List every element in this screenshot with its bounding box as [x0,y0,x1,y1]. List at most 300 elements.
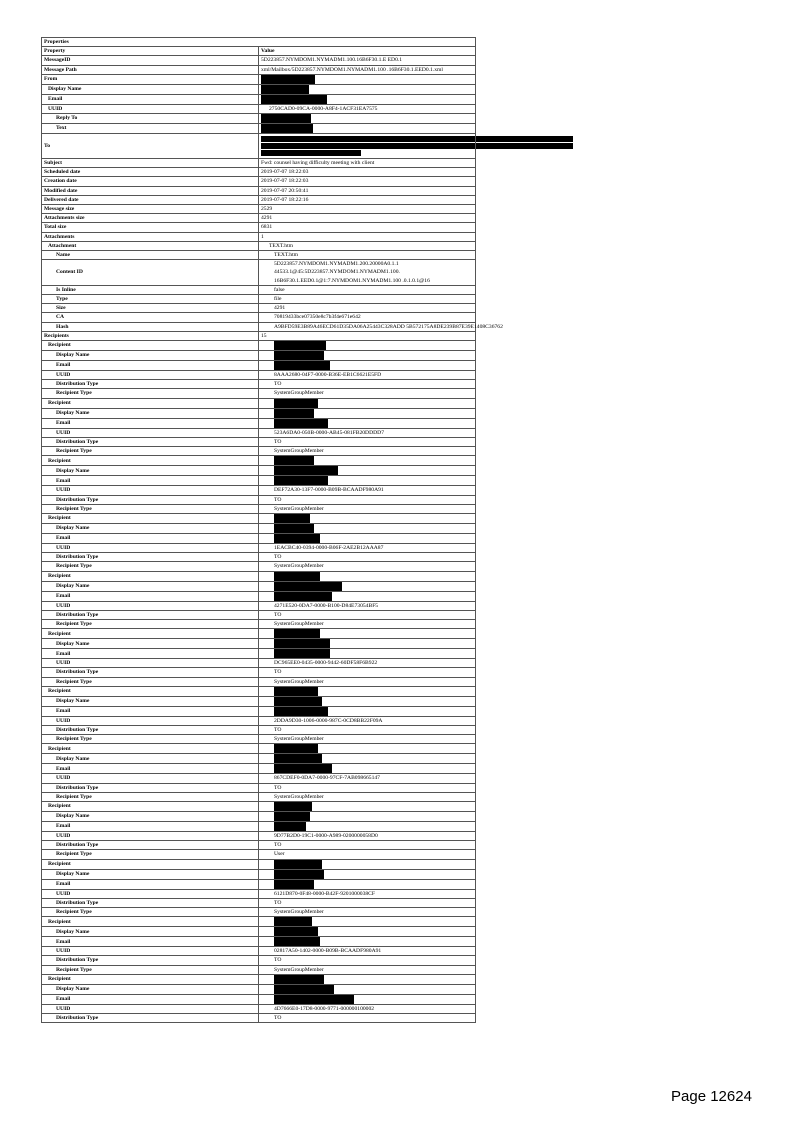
table-row [42,322,476,331]
redaction-bar [274,812,310,821]
recipient-row [42,610,476,619]
property-value [259,84,476,94]
recipient-row [42,619,476,628]
property-value: 1 [259,232,476,241]
property-value [259,114,476,124]
recipient-row [42,686,476,696]
display-name-label: Display Name [42,639,259,649]
recipient-value [259,361,476,371]
redaction-bar [274,399,318,408]
recipient-value [259,706,476,716]
recipient-row [42,649,476,659]
recipient-row [42,361,476,371]
recipient-value: TO [259,380,476,389]
properties-table [41,37,503,1023]
property-label: Type [42,295,259,304]
table-row [42,285,476,294]
table-row [42,56,476,65]
recipient-label: Recipient [42,341,259,351]
recipient-value: 523A6DA0-050B-0000-AB45-081FB20DDDD7 [259,428,476,437]
property-label: Subject [42,159,259,168]
recipient-row [42,841,476,850]
recipient-label: Recipient [42,571,259,581]
property-value: 2019-07-07 18:22:03 [259,177,476,186]
recipient-value [259,686,476,696]
table-row [42,65,476,74]
uuid-label: UUID [42,831,259,840]
distribution-type-label: Distribution Type [42,553,259,562]
property-value [259,124,476,134]
recipient-row [42,754,476,764]
property-label: Name [42,251,259,260]
recipient-value [259,456,476,466]
property-label: Message size [42,205,259,214]
property-label: UUID [42,104,259,113]
recipient-value: SystemGroupMember [259,677,476,686]
recipient-row [42,783,476,792]
property-value: 6831 [259,223,476,232]
email-label: Email [42,879,259,889]
recipient-row [42,581,476,591]
recipient-row [42,792,476,801]
recipient-value: TO [259,898,476,907]
property-value [259,134,476,159]
property-label: Scheduled date [42,168,259,177]
property-value [259,74,476,84]
recipient-value [259,649,476,659]
redaction-bar [274,707,328,716]
property-value: 2019-07-07 18:22:03 [259,168,476,177]
recipient-row [42,408,476,418]
redaction-bar [274,860,322,869]
recipient-row [42,706,476,716]
property-label: Size [42,304,259,313]
recipient-value [259,533,476,543]
property-value: 4291 [259,214,476,223]
recipient-value: TO [259,956,476,965]
uuid-label: UUID [42,889,259,898]
property-label: Email [42,94,259,104]
recipient-value [259,591,476,601]
recipient-value: TO [259,553,476,562]
recipient-value: SystemGroupMember [259,562,476,571]
display-name-label: Display Name [42,869,259,879]
property-value: 2529 [259,205,476,214]
redaction-bar [274,351,324,360]
property-label: Attachments [42,232,259,241]
redaction-bar [261,143,573,149]
redaction-bar [274,927,318,936]
redaction-bar [274,764,332,773]
property-value: xml/Mailbox/5D223857.NYMDOM1.NYMADM1.100 .16B6F30.1.EED0.1.xml [259,65,476,74]
recipient-type-label: Recipient Type [42,562,259,571]
email-label: Email [42,476,259,486]
recipient-type-label: Recipient Type [42,677,259,686]
display-name-label: Display Name [42,523,259,533]
property-value: 4291 [259,304,476,313]
property-label: CA [42,313,259,322]
property-value [259,94,476,104]
recipient-label: Recipient [42,859,259,869]
recipient-label: Recipient [42,744,259,754]
recipient-value: DEF72A30-13F7-0000-B09B-BCAADF980A91 [259,486,476,495]
table-row [42,214,476,223]
recipient-value [259,869,476,879]
redaction-bar [274,917,312,926]
recipient-row [42,994,476,1004]
redaction-bar [274,476,328,485]
table-row [42,134,476,159]
redaction-bar [274,937,320,946]
redaction-bar [261,114,311,123]
recipient-value: 9D77B2D0-19C1-0000-A989-0200000058D0 [259,831,476,840]
recipient-row [42,725,476,734]
table-row [42,331,476,340]
recipient-value [259,927,476,937]
redaction-bar [274,592,332,601]
redaction-bar [274,822,306,831]
uuid-label: UUID [42,428,259,437]
recipient-row [42,476,476,486]
table-row [42,260,476,286]
redaction-bar [274,687,318,696]
email-label: Email [42,591,259,601]
distribution-type-label: Distribution Type [42,380,259,389]
table-row [42,168,476,177]
redaction-bar [261,95,327,104]
recipient-value [259,408,476,418]
display-name-label: Display Name [42,754,259,764]
property-label: Is Inline [42,285,259,294]
redaction-bar [274,995,354,1004]
redaction-bar [274,361,330,370]
recipient-row [42,428,476,437]
table-row [42,177,476,186]
recipient-row [42,859,476,869]
property-value: 15 [259,331,476,340]
email-label: Email [42,649,259,659]
recipient-row [42,629,476,639]
table-row [42,195,476,204]
recipient-row [42,668,476,677]
redaction-bar [274,639,330,648]
recipient-row [42,437,476,446]
table-row [42,304,476,313]
recipient-row [42,927,476,937]
recipient-row [42,879,476,889]
recipient-row [42,811,476,821]
recipient-value: TO [259,1013,476,1022]
recipient-value: User [259,850,476,859]
property-label: To [42,134,259,159]
recipient-value [259,523,476,533]
redaction-bar [274,341,326,350]
email-label: Email [42,361,259,371]
recipient-row [42,984,476,994]
recipient-row [42,774,476,783]
distribution-type-label: Distribution Type [42,668,259,677]
uuid-label: UUID [42,601,259,610]
recipient-value [259,994,476,1004]
property-value: Fwd: counsel having difficulty meeting with client [259,159,476,168]
property-label: Display Name [42,84,259,94]
property-label: Message Path [42,65,259,74]
recipient-row [42,523,476,533]
recipient-value [259,879,476,889]
property-value: 5D223857.NYMDOM1.NYMADM1.100.16B6F30.1.E ED0.1 [259,56,476,65]
properties-table-body [42,38,503,1023]
redaction-bar [261,136,573,142]
display-name-label: Display Name [42,466,259,476]
email-label: Email [42,706,259,716]
recipient-row [42,735,476,744]
recipient-row [42,821,476,831]
recipient-value: 4D7666E0-17D8-0000-9771-000000100002 [259,1004,476,1013]
recipient-label: Recipient [42,801,259,811]
recipient-row [42,456,476,466]
redaction-bar [261,124,313,133]
redaction-bar [274,409,314,418]
recipient-value: 8AAA2680-04F7-0000-B36E-EB1C6621E5FD [259,371,476,380]
recipient-type-label: Recipient Type [42,389,259,398]
recipient-row [42,965,476,974]
recipient-row [42,764,476,774]
property-label: Modified date [42,186,259,195]
table-row [42,295,476,304]
table-row [42,251,476,260]
value-column-header: Value [259,47,476,56]
property-value: TEXT.htm [259,251,476,260]
distribution-type-label: Distribution Type [42,725,259,734]
recipient-row [42,659,476,668]
recipient-label: Recipient [42,974,259,984]
property-label: Total size [42,223,259,232]
recipient-label: Recipient [42,686,259,696]
recipient-row [42,716,476,725]
table-row [42,232,476,241]
uuid-label: UUID [42,716,259,725]
recipient-value [259,351,476,361]
property-label: Creation date [42,177,259,186]
property-label: Content ID [42,260,259,286]
distribution-type-label: Distribution Type [42,898,259,907]
recipient-value [259,476,476,486]
recipient-value [259,629,476,639]
table-row [42,313,476,322]
table-row [42,104,476,113]
recipient-row [42,389,476,398]
email-label: Email [42,937,259,947]
email-label: Email [42,994,259,1004]
recipient-type-label: Recipient Type [42,504,259,513]
recipient-type-label: Recipient Type [42,735,259,744]
redaction-bar [261,85,309,94]
uuid-label: UUID [42,486,259,495]
redaction-bar [274,649,330,658]
redaction-bar [274,985,334,994]
recipient-row [42,553,476,562]
redaction-bar [274,524,314,533]
uuid-label: UUID [42,947,259,956]
table-header-row [42,47,476,56]
recipient-value: 02817A50-1402-0000-B09B-BCAADF980A91 [259,947,476,956]
recipient-row [42,889,476,898]
property-value: TEXT.htm [259,241,476,250]
display-name-label: Display Name [42,927,259,937]
redaction-bar [274,754,322,763]
property-value: false [259,285,476,294]
recipient-row [42,956,476,965]
property-value: file [259,295,476,304]
recipient-row [42,601,476,610]
recipient-value: SystemGroupMember [259,619,476,628]
recipient-row [42,947,476,956]
page-number: Page 12624 [671,1088,752,1105]
email-label: Email [42,533,259,543]
redaction-bar [274,870,324,879]
table-row [42,186,476,195]
recipient-value [259,398,476,408]
recipient-value [259,974,476,984]
recipient-value [259,764,476,774]
recipient-value: TO [259,841,476,850]
uuid-label: UUID [42,1004,259,1013]
recipient-row [42,504,476,513]
redaction-bar [261,150,361,156]
recipient-value [259,513,476,523]
recipient-value [259,341,476,351]
recipient-row [42,533,476,543]
distribution-type-label: Distribution Type [42,783,259,792]
property-column-header: Property [42,47,259,56]
recipient-row [42,513,476,523]
display-name-label: Display Name [42,581,259,591]
recipient-value: 2DDA9D30-1006-0000-987C-0CD8BB22F09A [259,716,476,725]
redaction-block [261,136,473,156]
recipient-row [42,898,476,907]
recipient-value: SystemGroupMember [259,792,476,801]
recipient-row [42,917,476,927]
recipient-row [42,744,476,754]
recipient-value [259,466,476,476]
table-row [42,84,476,94]
distribution-type-label: Distribution Type [42,1013,259,1022]
property-label: Text [42,124,259,134]
recipient-type-label: Recipient Type [42,619,259,628]
table-row [42,241,476,250]
recipient-type-label: Recipient Type [42,792,259,801]
recipient-row [42,1004,476,1013]
recipient-value [259,581,476,591]
recipient-row [42,1013,476,1022]
recipient-value: 6121D870-0F48-0000-B42F-9201000038CF [259,889,476,898]
display-name-label: Display Name [42,984,259,994]
recipient-value: SystemGroupMember [259,504,476,513]
redaction-bar [274,572,320,581]
property-label: Attachments size [42,214,259,223]
recipient-value: TO [259,610,476,619]
distribution-type-label: Distribution Type [42,437,259,446]
uuid-label: UUID [42,659,259,668]
recipient-row [42,543,476,552]
recipient-row [42,418,476,428]
recipient-value: TO [259,495,476,504]
redaction-bar [274,534,320,543]
recipient-row [42,639,476,649]
property-value: 5D223857.NYMDOM1.NYMADM1.200.20000A0.1.1 44533.1@45:5D223857.NYMDOM1.NYMADM1.100. 16B6F30.1.EED0.1@1:7.NYMDOM1.NYMADM1.100 .0.1.0.1@16 [259,260,476,286]
recipient-row [42,380,476,389]
recipient-row [42,351,476,361]
table-title: Properties [42,38,476,47]
distribution-type-label: Distribution Type [42,495,259,504]
recipient-value: TO [259,437,476,446]
recipient-row [42,850,476,859]
property-label: Recipients [42,331,259,340]
redaction-bar [261,75,315,84]
redaction-bar [274,514,310,523]
recipient-value [259,917,476,927]
table-row [42,74,476,84]
recipient-value: SystemGroupMember [259,965,476,974]
recipient-row [42,562,476,571]
recipient-value: TO [259,725,476,734]
distribution-type-label: Distribution Type [42,956,259,965]
recipient-row [42,801,476,811]
email-label: Email [42,418,259,428]
recipient-label: Recipient [42,513,259,523]
property-label: Hash [42,322,259,331]
table-row [42,159,476,168]
display-name-label: Display Name [42,408,259,418]
recipient-value [259,696,476,706]
property-value: A9BFD59E3B89A46ECD61D35DA06A25443C328ADD 5B572175A8DE239B87E39E1408C36762 [259,322,476,331]
recipient-row [42,486,476,495]
table-row [42,223,476,232]
recipient-value: SystemGroupMember [259,735,476,744]
table-row [42,94,476,104]
recipient-label: Recipient [42,398,259,408]
distribution-type-label: Distribution Type [42,841,259,850]
recipient-row [42,974,476,984]
redaction-bar [274,697,322,706]
property-label: Reply To [42,114,259,124]
redaction-bar [274,466,338,475]
recipient-value [259,859,476,869]
table-title-row [42,38,476,47]
property-label: Delivered date [42,195,259,204]
recipient-row [42,466,476,476]
uuid-label: UUID [42,371,259,380]
uuid-label: UUID [42,774,259,783]
recipient-row [42,495,476,504]
display-name-label: Display Name [42,696,259,706]
recipient-label: Recipient [42,629,259,639]
display-name-label: Display Name [42,351,259,361]
recipient-value: TO [259,668,476,677]
redaction-bar [274,582,342,591]
recipient-row [42,869,476,879]
property-value: 2019-07-07 20:50:41 [259,186,476,195]
redaction-bar [274,456,314,465]
recipient-value: TO [259,783,476,792]
table-row [42,124,476,134]
recipient-value [259,801,476,811]
recipient-value [259,811,476,821]
recipient-row [42,398,476,408]
property-label: MessageID [42,56,259,65]
recipient-value [259,937,476,947]
redaction-bar [274,744,318,753]
